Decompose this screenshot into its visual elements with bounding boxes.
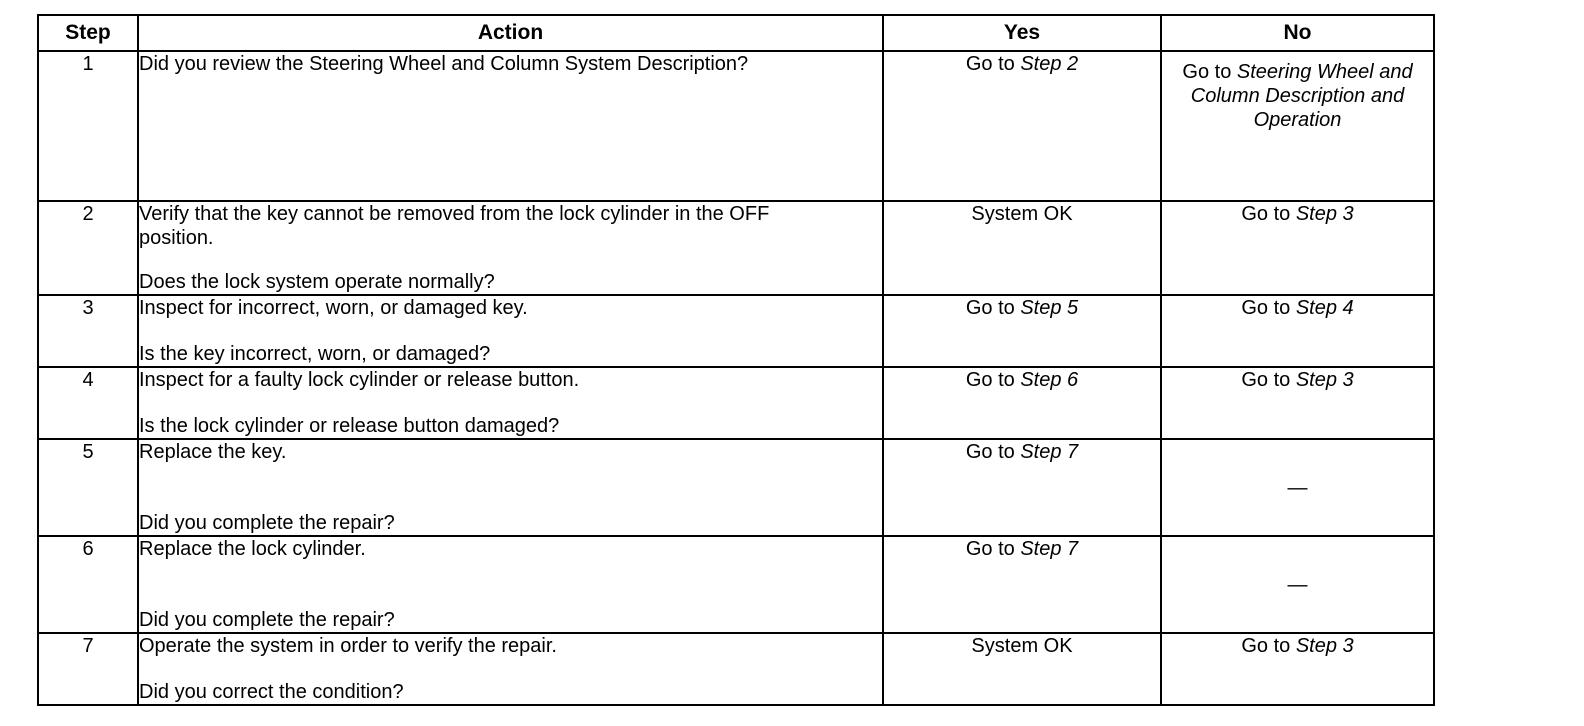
step-number: 4 [38,367,138,439]
yes-cell [883,439,1161,536]
header-yes: Yes [883,15,1161,51]
yes-step-link[interactable]: Step 7 [1020,441,1079,463]
step-number: 3 [38,295,138,367]
header-action: Action [138,15,883,51]
table-row [38,536,1434,633]
header-step: Step [38,15,138,51]
action-text: Operate the system in order to verify the repair. [139,635,557,657]
step-number: 2 [38,201,138,295]
action-text: Verify that the key cannot be removed from the lock cylinder in the OFF position. [139,203,770,249]
action-question: Did you complete the repair? [139,512,395,534]
yes-step-link[interactable]: Step 6 [1020,369,1079,391]
no-cell [1161,439,1434,536]
action-text: Replace the lock cylinder. [139,538,366,560]
diagnostic-table [37,14,1435,706]
action-text: Did you review the Steering Wheel and Column System Description? [139,53,749,75]
action-question: Is the lock cylinder or release button damaged? [139,415,560,437]
yes-step-link[interactable]: Step 2 [1020,53,1079,75]
no-dash: — [1287,573,1308,596]
table-row [38,439,1434,536]
no-prefix: Go to [1241,297,1296,319]
action-question: Did you complete the repair? [139,609,395,631]
action-cell [138,51,883,201]
no-prefix: Go to [1182,61,1237,83]
header-no: No [1161,15,1434,51]
action-cell [138,201,883,295]
no-dash: — [1287,476,1308,499]
action-question: Does the lock system operate normally? [139,271,495,293]
yes-cell [883,536,1161,633]
action-text: Replace the key. [139,441,287,463]
no-step-link[interactable]: Step 3 [1295,635,1354,657]
action-question: Did you correct the condition? [139,681,404,703]
yes-prefix: Go to [965,369,1021,391]
no-cell [1161,536,1434,633]
yes-prefix: System OK [971,635,1073,657]
yes-prefix: Go to [965,53,1021,75]
no-prefix: Go to [1241,203,1296,225]
action-question: Is the key incorrect, worn, or damaged? [139,343,491,365]
table-row [38,295,1434,367]
action-cell [138,295,883,367]
yes-cell [883,51,1161,201]
action-cell [138,633,883,705]
action-cell [138,439,883,536]
yes-cell [883,295,1161,367]
step-number: 1 [38,51,138,201]
step-number: 6 [38,536,138,633]
yes-cell [883,633,1161,705]
yes-cell [883,367,1161,439]
table-row [38,367,1434,439]
yes-cell [883,201,1161,295]
action-text: Inspect for a faulty lock cylinder or release button. [139,369,580,391]
no-cell [1161,367,1434,439]
action-cell [138,367,883,439]
table-row [38,51,1434,201]
yes-prefix: Go to [965,441,1021,463]
yes-prefix: Go to [965,297,1021,319]
yes-step-link[interactable]: Step 5 [1020,297,1079,319]
step-number: 5 [38,439,138,536]
yes-step-link[interactable]: Step 7 [1020,538,1079,560]
table-row [38,201,1434,295]
yes-prefix: Go to [965,538,1021,560]
no-prefix: Go to [1241,635,1296,657]
no-step-link[interactable]: Step 4 [1295,297,1354,319]
no-step-link[interactable]: Step 3 [1295,203,1354,225]
action-cell [138,536,883,633]
no-cell [1161,633,1434,705]
no-step-link[interactable]: Step 3 [1295,369,1354,391]
header-row [38,15,1434,51]
no-cell [1161,201,1434,295]
no-description-link[interactable]: Steering Wheel and Column Description and Operation [1190,61,1413,131]
yes-prefix: System OK [971,203,1073,225]
table-row [38,633,1434,705]
no-cell [1161,51,1434,201]
no-cell [1161,295,1434,367]
action-text: Inspect for incorrect, worn, or damaged key. [139,297,528,319]
no-prefix: Go to [1241,369,1296,391]
step-number: 7 [38,633,138,705]
